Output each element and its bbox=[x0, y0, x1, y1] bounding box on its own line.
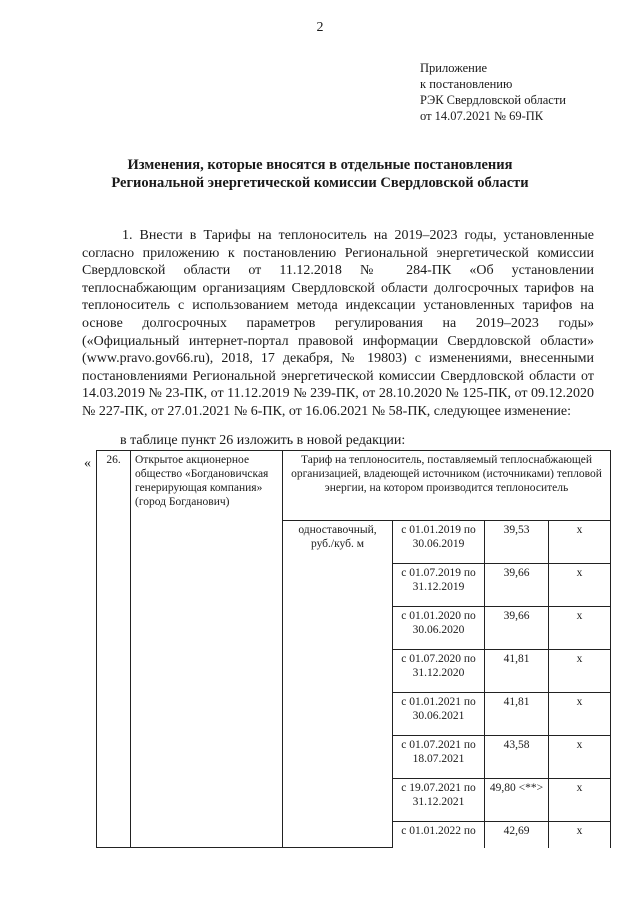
item-number: 26. bbox=[97, 451, 131, 848]
period-cell: с 01.07.2021 по 18.07.2021 bbox=[393, 736, 485, 779]
period-cell: с 01.01.2021 по 30.06.2021 bbox=[393, 693, 485, 736]
appendix-block bbox=[420, 60, 566, 124]
value-cell: 41,81 bbox=[485, 693, 549, 736]
period-cell: с 01.01.2022 по bbox=[393, 822, 485, 848]
value-cell: 42,69 bbox=[485, 822, 549, 848]
mark-cell: х bbox=[549, 736, 611, 779]
document-title bbox=[60, 156, 580, 192]
title-line-2: Региональной энергетической комиссии Свердловской области bbox=[111, 175, 529, 191]
period-cell: с 01.01.2019 по 30.06.2019 bbox=[393, 521, 485, 564]
appendix-line-2: к постановлению bbox=[420, 77, 513, 91]
table-row bbox=[97, 451, 611, 521]
mark-cell: х bbox=[549, 650, 611, 693]
appendix-line-4: от 14.07.2021 № 69-ПК bbox=[420, 109, 544, 123]
title-line-1: Изменения, которые вносятся в отдельные постановления bbox=[127, 157, 513, 173]
period-cell: с 01.07.2020 по 31.12.2020 bbox=[393, 650, 485, 693]
period-cell: с 01.01.2020 по 30.06.2020 bbox=[393, 607, 485, 650]
value-cell: 43,58 bbox=[485, 736, 549, 779]
paragraph-1: 1. Внести в Тарифы на теплоноситель на 2019–2023 годы, установленные согласно приложению к постановлению Региональной энергетической комиссии Свердловской области от 11.12.2018 № 284-ПК «Об установлении теплоснабжающим организациям Свердловской области долгосрочных тарифов на теплоноситель с использованием метода индексации установленных тарифов на основе долгосрочных параметров регулирования на 2019–2023 годы» («Официальный интернет-портал правовой информации Свердловской области» (www.pravo.gov66.ru), 2018, 17 декабря, № 19803) с изменениями, внесенными постановлениями Региональной энергетической комиссии Свердловской области от 14.03.2019 № 23-ПК, от 11.12.2019 № 239-ПК, от 28.10.2020 № 125-ПК, от 09.12.2020 № 227-ПК, от 27.01.2021 № 6-ПК, от 16.06.2021 № 58-ПК, следующее изменение: bbox=[82, 228, 594, 419]
value-cell: 49,80 <**> bbox=[485, 779, 549, 822]
table-instruction: в таблице пункт 26 изложить в новой редакции: bbox=[120, 433, 406, 448]
unit-label: одноставочный, руб./куб. м bbox=[283, 521, 393, 848]
value-cell: 39,66 bbox=[485, 607, 549, 650]
mark-cell: х bbox=[549, 779, 611, 822]
value-cell: 39,53 bbox=[485, 521, 549, 564]
appendix-line-1: Приложение bbox=[420, 61, 488, 75]
page-number: 2 bbox=[316, 20, 324, 35]
appendix-line-3: РЭК Свердловской области bbox=[420, 93, 566, 107]
tariff-header: Тариф на теплоноситель, поставляемый теплоснабжающей организацией, владеющей источником (источниками) тепловой энергии, на котором производится теплоноситель bbox=[283, 451, 611, 521]
mark-cell: х bbox=[549, 693, 611, 736]
organization-name: Открытое акционерное общество «Богдановичская генерирующая компания» (город Богданович) bbox=[131, 451, 283, 848]
opening-quote-mark: « bbox=[84, 456, 91, 471]
tariff-table bbox=[96, 450, 611, 848]
mark-cell: х bbox=[549, 822, 611, 848]
mark-cell: х bbox=[549, 521, 611, 564]
period-cell: с 01.07.2019 по 31.12.2019 bbox=[393, 564, 485, 607]
period-cell: с 19.07.2021 по 31.12.2021 bbox=[393, 779, 485, 822]
mark-cell: х bbox=[549, 607, 611, 650]
value-cell: 41,81 bbox=[485, 650, 549, 693]
body-text bbox=[82, 227, 594, 421]
mark-cell: х bbox=[549, 564, 611, 607]
value-cell: 39,66 bbox=[485, 564, 549, 607]
